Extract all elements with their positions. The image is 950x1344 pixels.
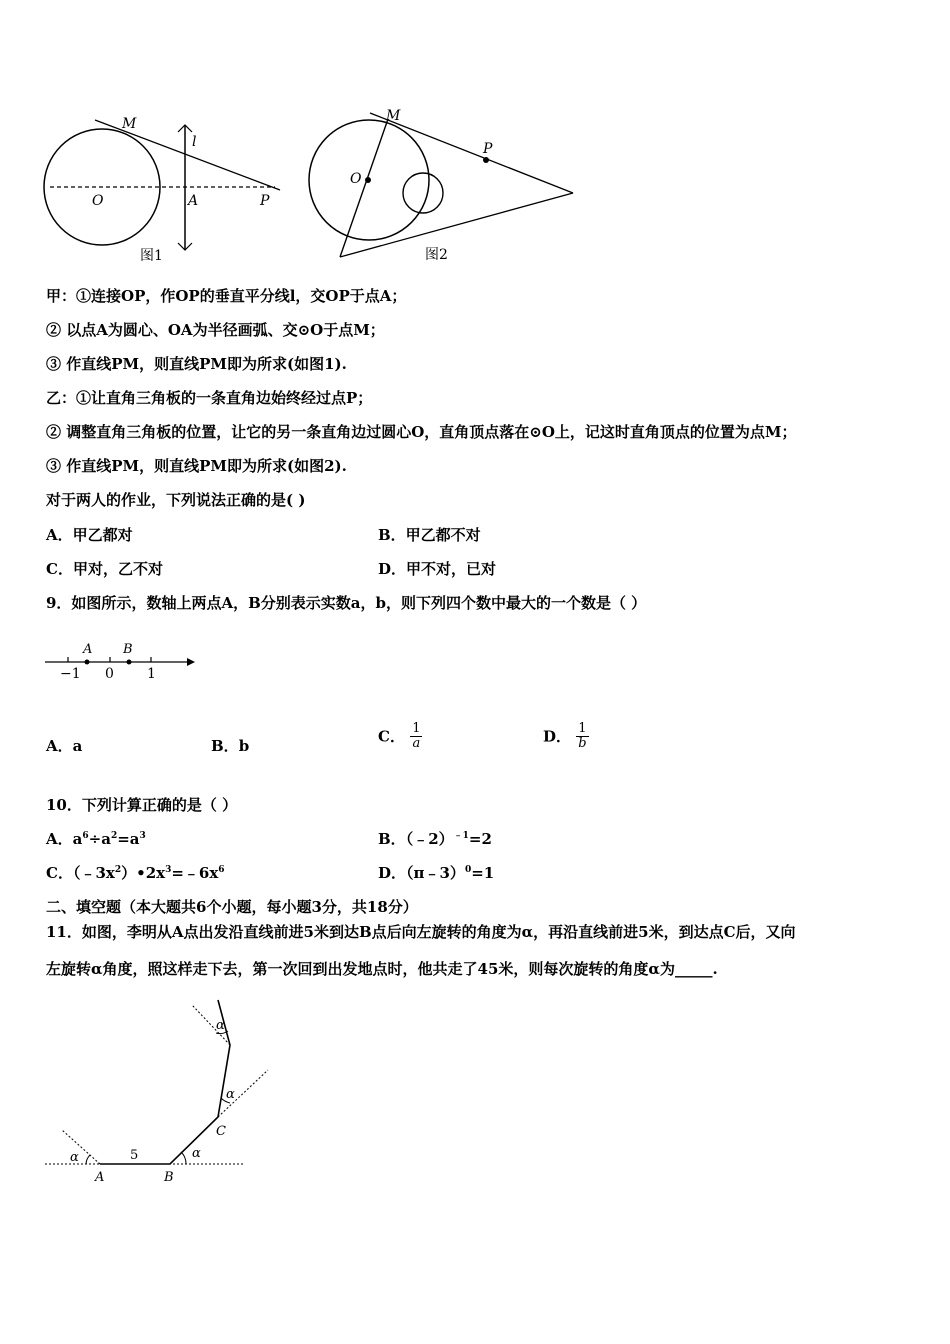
- numberline-tick-1: 1: [147, 666, 156, 682]
- q11-label-B: B: [164, 1170, 174, 1185]
- q9-option-d-fraction: [576, 722, 588, 751]
- math: （π﹣3）: [406, 864, 465, 882]
- q10-option-d-label: D．: [378, 864, 407, 882]
- fig1-label-O: O: [92, 193, 104, 209]
- math: =﹣6x: [171, 864, 219, 882]
- q8-stem: 对于两人的作业，下列说法正确的是( ): [46, 491, 306, 509]
- q8-option-b: B．甲乙都不对: [378, 526, 481, 544]
- q10-stem: 10．下列计算正确的是（ ）: [46, 796, 238, 814]
- fraction-numerator: 1: [578, 721, 587, 736]
- fig1-label-A: A: [188, 193, 199, 209]
- jia-step-2: ② 以点A为圆心、OA为半径画弧、交⊙O于点M；: [46, 321, 385, 339]
- math: a: [72, 830, 83, 848]
- numberline-label-B: B: [123, 642, 133, 657]
- q9-option-d: [543, 722, 589, 751]
- q8-option-c: C．甲对，乙不对: [46, 560, 163, 578]
- math: （﹣3x: [72, 864, 115, 882]
- q10-option-c: [46, 863, 225, 883]
- q11-label-5: 5: [130, 1148, 139, 1163]
- fig2-caption: 图2: [425, 247, 448, 263]
- q11-label-A: A: [95, 1170, 105, 1185]
- section-2-title: 二、填空题（本大题共6个小题，每小题3分，共18分）: [46, 898, 418, 916]
- fig1-label-M: M: [122, 116, 137, 132]
- q11-figure: [40, 995, 280, 1190]
- q11-alpha-at-c: α: [226, 1087, 235, 1102]
- exponent: 3: [139, 831, 146, 841]
- fig2-label-P: P: [483, 141, 493, 157]
- q10-option-b: [378, 829, 492, 849]
- exponent: 0: [464, 865, 472, 875]
- yi-step-3: ③ 作直线PM，则直线PM即为所求(如图2).: [46, 457, 347, 475]
- fraction-numerator: 1: [412, 721, 421, 736]
- fig2-label-M: M: [386, 108, 401, 124]
- q8-option-d: D．甲不对，已对: [378, 560, 497, 578]
- numberline-label-A: A: [83, 642, 93, 657]
- math: =1: [471, 864, 495, 882]
- yi-step-1: 乙：①让直角三角板的一条直角边始终经过点P；: [46, 389, 373, 407]
- q8-option-a: A．甲乙都对: [46, 526, 133, 544]
- exponent: 6: [82, 831, 89, 841]
- jia-step-3: ③ 作直线PM，则直线PM即为所求(如图1).: [46, 355, 347, 373]
- exponent: 2: [114, 865, 122, 875]
- q11-alpha-at-d: α: [216, 1018, 225, 1033]
- fraction-denominator: b: [578, 736, 587, 751]
- math: ）•2x: [121, 864, 166, 882]
- q9-option-a-label: A．: [46, 737, 73, 755]
- q9-option-d-label: D．: [543, 727, 572, 746]
- q10-option-b-label: B．: [378, 830, 406, 848]
- q9-number-line: [40, 638, 205, 683]
- fig1-label-l: l: [192, 134, 197, 150]
- math: =2: [468, 830, 492, 848]
- q11-label-C: C: [216, 1124, 226, 1139]
- q10-option-a-label: A．: [46, 830, 73, 848]
- q11-alpha-at-b: α: [192, 1146, 201, 1161]
- q9-option-b-value: b: [238, 737, 250, 755]
- q9-option-a: [46, 736, 82, 756]
- math: =a: [117, 830, 140, 848]
- q9-option-b: [211, 736, 249, 756]
- yi-step-2: ② 调整直角三角板的位置，让它的另一条直角边过圆心O，直角顶点落在⊙O上，记这时直角顶点的位置为点M；: [46, 423, 797, 441]
- fig1-label-P: P: [260, 193, 270, 209]
- figure-1: [40, 110, 290, 270]
- exponent: 3: [165, 865, 172, 875]
- q11-line-1: 11．如图，李明从A点出发沿直线前进5米到达B点后向左旋转的角度为α，再沿直线前进5米，到达点C后，又向: [46, 923, 796, 941]
- jia-step-1: 甲：①连接OP，作OP的垂直平分线l，交OP于点A；: [46, 287, 407, 305]
- exponent: ﹣1: [453, 831, 469, 841]
- math: （﹣2）: [405, 830, 454, 848]
- q9-stem: 9．如图所示，数轴上两点A，B分别表示实数a，b，则下列四个数中最大的一个数是（ ）: [46, 594, 647, 612]
- fraction-denominator: a: [412, 736, 421, 751]
- fig2-label-O: O: [350, 171, 362, 187]
- math: ÷a: [88, 830, 111, 848]
- q10-option-d: [378, 863, 494, 883]
- q10-option-c-label: C．: [46, 864, 73, 882]
- q11-line-2: 左旋转α角度，照这样走下去，第一次回到出发地点时，他共走了45米，则每次旋转的角度α为_____.: [46, 960, 718, 978]
- q9-option-b-label: B．: [211, 737, 239, 755]
- q11-alpha-at-a: α: [70, 1150, 79, 1165]
- exponent: 6: [218, 865, 225, 875]
- q9-option-c: [378, 722, 422, 751]
- q9-option-a-value: a: [72, 737, 83, 755]
- numberline-tick-0: 0: [105, 666, 114, 682]
- q9-option-c-label: C．: [378, 727, 405, 746]
- q10-option-a: [46, 829, 146, 849]
- exponent: 2: [110, 831, 118, 841]
- figure-2: [300, 105, 590, 270]
- numberline-tick-neg1: −1: [60, 666, 81, 682]
- fig1-caption: 图1: [140, 248, 163, 264]
- q9-option-c-fraction: [410, 722, 422, 751]
